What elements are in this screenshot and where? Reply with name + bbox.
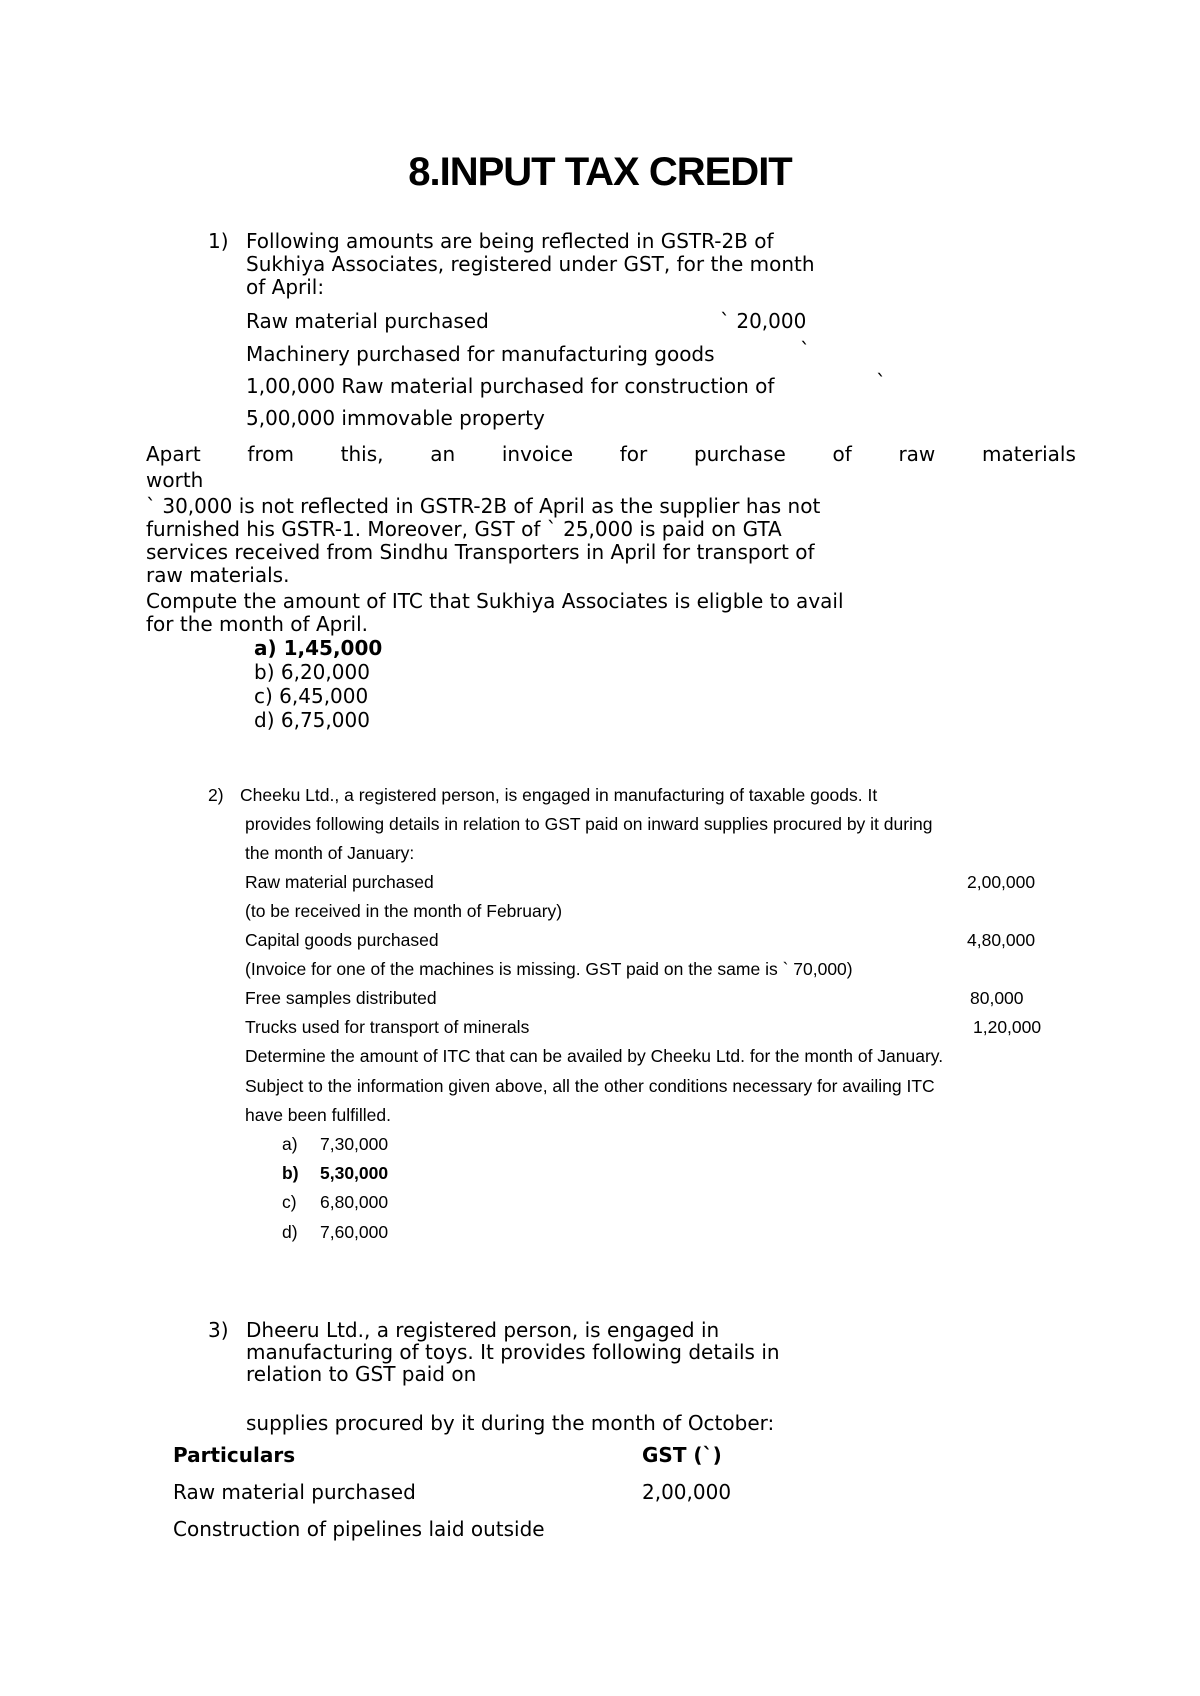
answer-option-correct: a) 1,45,000 — [254, 636, 383, 660]
intro-line: Cheeku Ltd., a registered person, is engaged in manufacturing of taxable goods. It — [240, 785, 878, 805]
word: materials — [981, 442, 1076, 466]
word: from — [247, 442, 294, 466]
answer-option: d) 6,75,000 — [254, 708, 370, 732]
paragraph-line: ` 30,000 is not reflected in GSTR-2B of April as the supplier has not — [146, 494, 821, 518]
detail-label: (to be received in the month of February) — [245, 901, 563, 921]
page-title: 8.INPUT TAX CREDIT — [408, 150, 792, 194]
intro-line: the month of January: — [245, 843, 415, 863]
question-number: 1) — [208, 229, 229, 253]
option-letter: d) — [282, 1222, 298, 1242]
intro-line: of April: — [246, 275, 325, 299]
answer-option: b) 6,20,000 — [254, 660, 370, 684]
word: for — [619, 442, 648, 466]
option-letter: a) — [282, 1134, 298, 1154]
question-number: 2) — [208, 785, 224, 805]
intro-line: Sukhiya Associates, registered under GST, for the month — [246, 252, 815, 276]
option-letter-correct: b) — [282, 1163, 299, 1183]
detail-amount: 80,000 — [970, 988, 1024, 1008]
detail-amount: 4,80,000 — [967, 930, 1036, 950]
paragraph-line: furnished his GSTR-1. Moreover, GST of ` 25,000 is paid on GTA — [146, 517, 782, 541]
word: purchase — [693, 442, 786, 466]
detail-amount: 2,00,000 — [967, 872, 1036, 892]
paragraph-line: services received from Sindhu Transporters in April for transport of — [146, 540, 815, 564]
option-value-correct: 5,30,000 — [320, 1163, 389, 1183]
paragraph-line: Compute the amount of ITC that Sukhiya Associates is eligble to avail — [146, 589, 844, 613]
question-number: 3) — [208, 1318, 229, 1342]
detail-label: Free samples distributed — [245, 988, 437, 1008]
table-header: Particulars — [173, 1443, 296, 1467]
item-label: 1,00,000 Raw material purchased for construction of — [246, 374, 775, 398]
paragraph-line: worth — [146, 468, 204, 492]
detail-label: Trucks used for transport of minerals — [245, 1017, 530, 1037]
question-line: have been fulfilled. — [245, 1105, 391, 1125]
paragraph-line: for the month of April. — [146, 612, 369, 636]
word: invoice — [501, 442, 574, 466]
detail-label: (Invoice for one of the machines is missing. GST paid on the same is ` 70,000) — [245, 959, 853, 979]
detail-label: Raw material purchased — [245, 872, 434, 892]
item-label: 5,00,000 immovable property — [246, 406, 545, 430]
intro-line: Following amounts are being reflected in GSTR-2B of — [246, 229, 774, 253]
item-amount: ` — [876, 370, 886, 394]
item-label: Machinery purchased for manufacturing goods — [246, 342, 715, 366]
question-line: Determine the amount of ITC that can be availed by Cheeku Ltd. for the month of January. — [245, 1046, 944, 1066]
word: Apart — [146, 442, 201, 466]
option-value: 6,80,000 — [320, 1192, 389, 1212]
continuation-line: supplies procured by it during the month of October: — [246, 1411, 775, 1435]
answer-option: c) 6,45,000 — [254, 684, 369, 708]
word: raw — [898, 442, 936, 466]
intro-line: Dheeru Ltd., a registered person, is engaged in — [246, 1318, 720, 1342]
paragraph-line: raw materials. — [146, 563, 290, 587]
item-amount: ` — [800, 338, 810, 362]
word: of — [832, 442, 852, 466]
paragraph-first-line — [146, 443, 1076, 466]
detail-amount: 1,20,000 — [973, 1017, 1042, 1037]
option-letter: c) — [282, 1192, 297, 1212]
intro-line: provides following details in relation to GST paid on inward supplies procured by it during — [245, 814, 933, 834]
intro-line: relation to GST paid on — [246, 1362, 477, 1386]
option-value: 7,60,000 — [320, 1222, 389, 1242]
table-cell: 2,00,000 — [642, 1480, 732, 1504]
item-amount: ` 20,000 — [720, 309, 807, 333]
option-value: 7,30,000 — [320, 1134, 389, 1154]
table-cell: Construction of pipelines laid outside — [173, 1517, 545, 1541]
detail-label: Capital goods purchased — [245, 930, 439, 950]
table-header: GST (`) — [642, 1443, 722, 1467]
word: this, — [340, 442, 384, 466]
table-cell: Raw material purchased — [173, 1480, 416, 1504]
intro-line: manufacturing of toys. It provides following details in — [246, 1340, 780, 1364]
question-line: Subject to the information given above, all the other conditions necessary for availing ITC — [245, 1076, 935, 1096]
item-label: Raw material purchased — [246, 309, 489, 333]
word: an — [430, 442, 456, 466]
